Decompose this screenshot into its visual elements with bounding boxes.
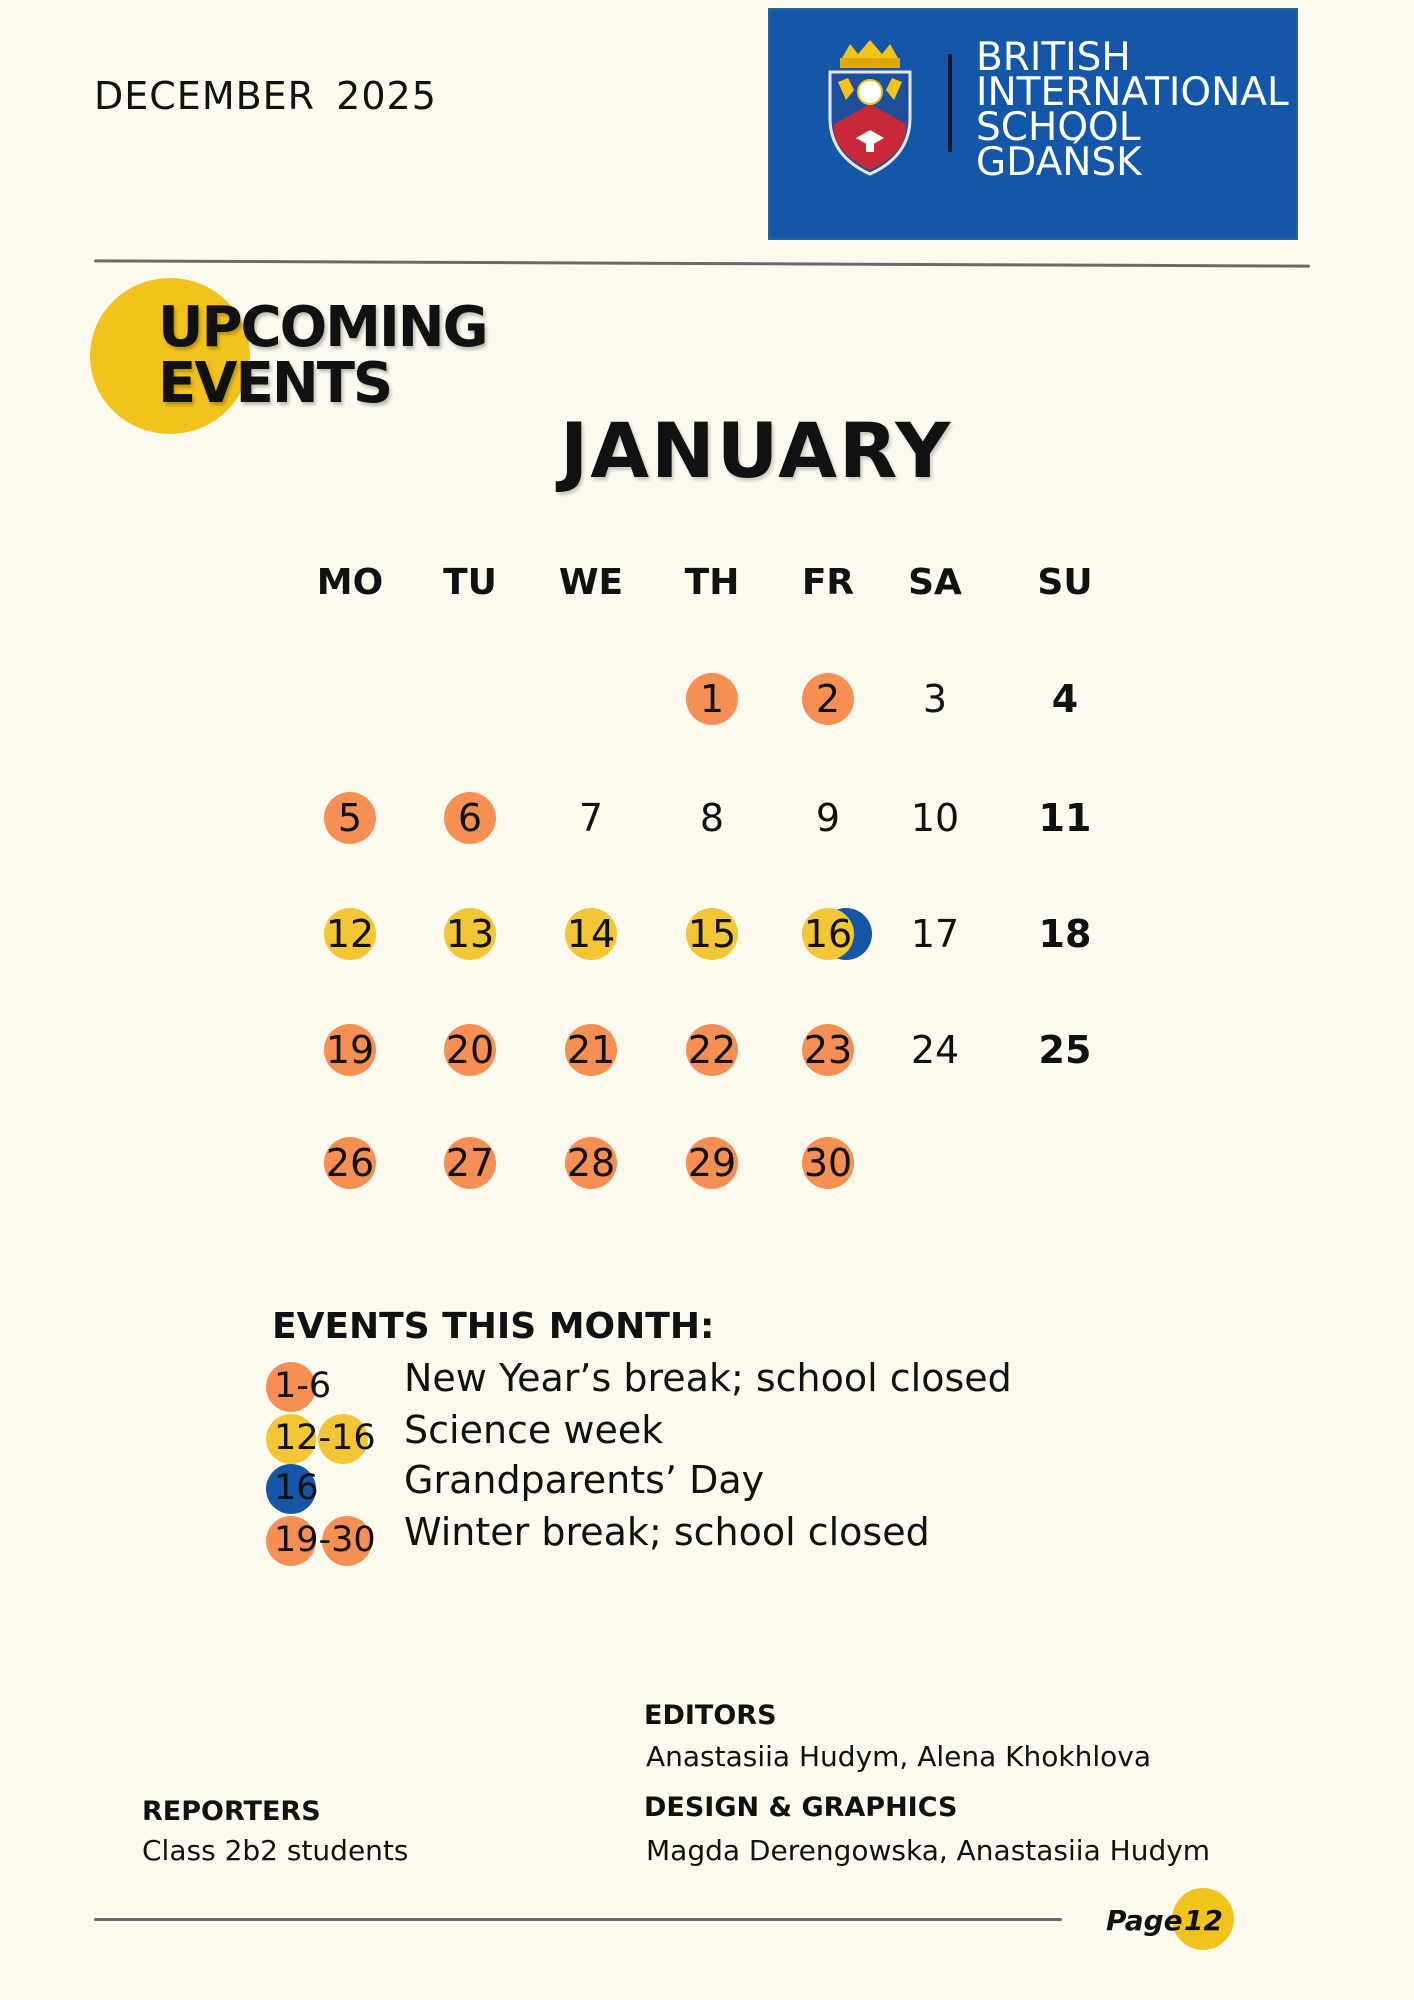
event-description: Science week <box>404 1408 664 1452</box>
reporters-label: REPORTERS <box>142 1796 321 1827</box>
calendar-day-number: 10 <box>910 796 960 840</box>
school-name-line: BRITISH <box>976 35 1131 80</box>
calendar-day <box>1030 909 1100 959</box>
calendar-day <box>315 793 385 843</box>
school-logo <box>768 8 1298 240</box>
page-number: 12 <box>1184 1904 1223 1937</box>
calendar-day-number: 5 <box>337 796 363 840</box>
school-name-line: SCHOOL <box>976 105 1141 150</box>
event-dates <box>266 1362 396 1412</box>
section-title-line: UPCOMING <box>158 295 487 360</box>
page-label: Page <box>1106 1904 1183 1937</box>
calendar-day <box>677 909 747 959</box>
calendar-day-number: 6 <box>457 796 483 840</box>
weekday-header: SU <box>1037 562 1093 603</box>
event-dates <box>266 1516 396 1566</box>
events-heading: EVENTS THIS MONTH: <box>272 1306 715 1347</box>
weekday-header: FR <box>801 562 855 603</box>
calendar-day-number: 28 <box>566 1141 616 1185</box>
calendar-day-number: 26 <box>325 1141 375 1185</box>
calendar-day-number: 1 <box>699 677 725 721</box>
calendar-day <box>900 793 970 843</box>
calendar-day-number: 14 <box>566 912 616 956</box>
event-date-range: 12-16 <box>274 1418 376 1458</box>
header-divider <box>94 259 1310 267</box>
calendar-day <box>793 909 863 959</box>
reporters-value: Class 2b2 students <box>142 1834 409 1867</box>
calendar-day-number: 18 <box>1038 912 1092 956</box>
calendar-day <box>556 1025 626 1075</box>
calendar-day <box>793 1138 863 1188</box>
calendar-day-number: 2 <box>815 677 841 721</box>
weekday-header: TH <box>684 562 740 603</box>
section-title-line: EVENTS <box>158 351 392 416</box>
school-name <box>976 35 1289 185</box>
calendar-day <box>435 909 505 959</box>
calendar-day-number: 21 <box>566 1028 616 1072</box>
event-description: Winter break; school closed <box>404 1510 930 1554</box>
calendar-day-number: 29 <box>687 1141 737 1185</box>
calendar-day <box>793 1025 863 1075</box>
calendar-day-number: 27 <box>445 1141 495 1185</box>
calendar-day <box>435 1025 505 1075</box>
calendar-day-number: 3 <box>922 677 948 721</box>
calendar-day <box>677 1138 747 1188</box>
school-name-line: INTERNATIONAL <box>976 70 1289 115</box>
calendar-day-number: 30 <box>803 1141 853 1185</box>
calendar-day-number: 13 <box>445 912 495 956</box>
calendar-day-number: 15 <box>687 912 737 956</box>
calendar-day <box>556 793 626 843</box>
footer-divider <box>94 1918 1062 1921</box>
calendar-day <box>435 1138 505 1188</box>
calendar-day-number: 11 <box>1038 796 1092 840</box>
month-title: JANUARY <box>560 406 953 495</box>
calendar-day <box>315 1025 385 1075</box>
calendar-day <box>793 793 863 843</box>
calendar-day <box>1030 674 1100 724</box>
section-title <box>158 295 487 416</box>
calendar-day <box>677 793 747 843</box>
calendar-day-number: 20 <box>445 1028 495 1072</box>
calendar-day <box>900 909 970 959</box>
calendar-day <box>1030 1025 1100 1075</box>
event-description: Grandparents’ Day <box>404 1458 765 1502</box>
calendar-day-number: 12 <box>325 912 375 956</box>
school-crest-icon <box>820 38 920 178</box>
calendar-day <box>315 909 385 959</box>
calendar-day <box>677 674 747 724</box>
event-date-range: 16 <box>274 1468 319 1508</box>
calendar-day <box>900 1025 970 1075</box>
calendar-day <box>435 793 505 843</box>
event-dates <box>266 1464 396 1514</box>
editors-value: Anastasiia Hudym, Alena Khokhlova <box>646 1740 1152 1773</box>
calendar-day-number: 17 <box>910 912 960 956</box>
calendar-day <box>556 1138 626 1188</box>
design-value: Magda Derengowska, Anastasiia Hudym <box>646 1834 1211 1867</box>
calendar-day <box>677 1025 747 1075</box>
school-name-line: GDAŃSK <box>976 140 1142 185</box>
design-label: DESIGN & GRAPHICS <box>644 1792 958 1823</box>
weekday-header: MO <box>316 562 384 603</box>
event-date-range: 19-30 <box>274 1520 376 1560</box>
calendar-day-number: 8 <box>699 796 725 840</box>
weekday-header: SA <box>908 562 962 603</box>
logo-divider <box>948 54 952 152</box>
event-description: New Year’s break; school closed <box>404 1356 1012 1400</box>
calendar-day <box>556 909 626 959</box>
calendar-day <box>900 674 970 724</box>
event-date-range: 1-6 <box>274 1366 332 1406</box>
weekday-header: WE <box>558 562 624 603</box>
editors-label: EDITORS <box>644 1700 777 1731</box>
calendar-day <box>793 674 863 724</box>
calendar-day-number: 22 <box>687 1028 737 1072</box>
calendar-day-number: 19 <box>325 1028 375 1072</box>
calendar-day-number: 23 <box>803 1028 853 1072</box>
calendar-day <box>1030 793 1100 843</box>
calendar-day-number: 16 <box>803 912 853 956</box>
calendar-day-number: 25 <box>1038 1028 1092 1072</box>
calendar-day-number: 9 <box>815 796 841 840</box>
calendar-day-number: 24 <box>910 1028 960 1072</box>
issue-date: DECEMBER 2025 <box>94 74 437 118</box>
calendar-day <box>315 1138 385 1188</box>
event-dates <box>266 1414 396 1464</box>
calendar-day-number: 4 <box>1051 677 1079 721</box>
weekday-header: TU <box>443 562 497 603</box>
calendar-day-number: 7 <box>578 796 604 840</box>
